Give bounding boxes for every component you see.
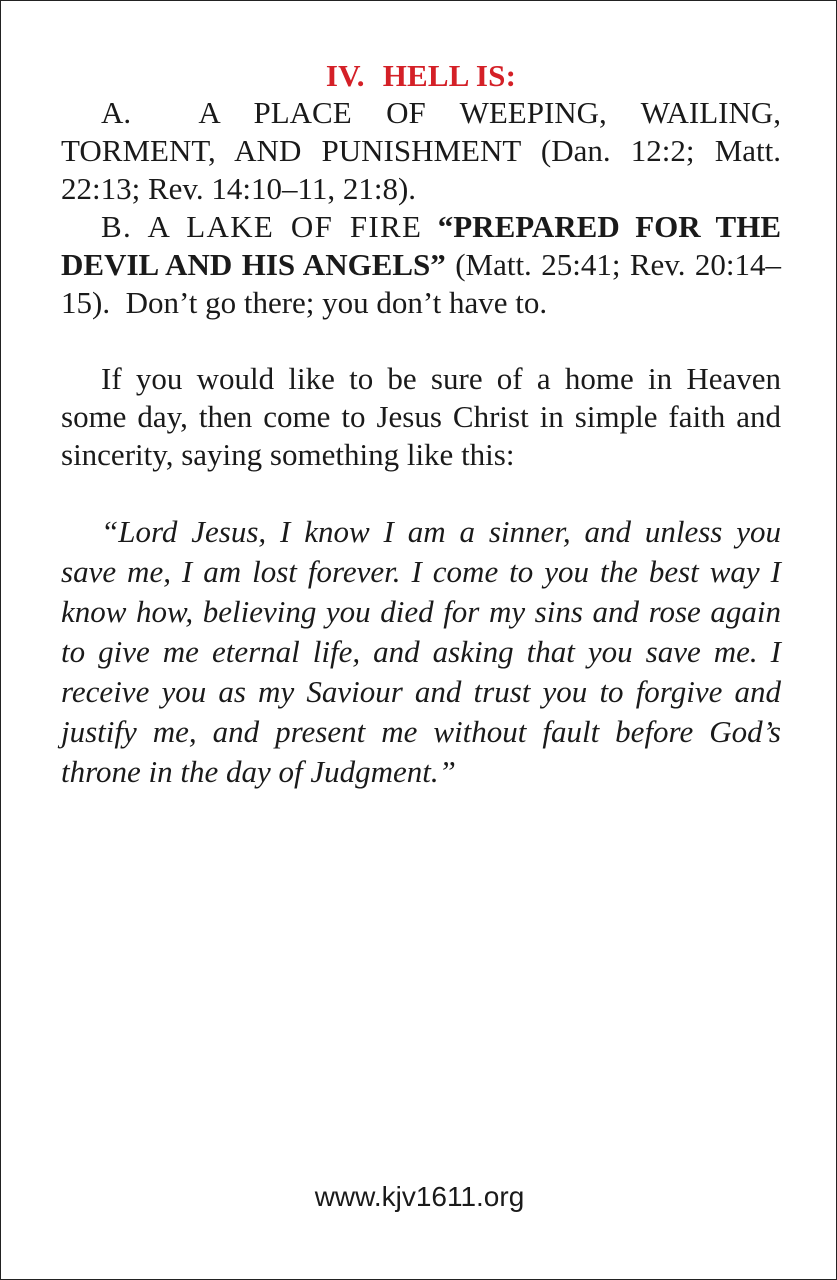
- item-a-refs: (Dan. 12:2; Matt. 22:13; Rev. 14:10–11, 21:8).: [61, 133, 781, 206]
- section-heading: [61, 59, 781, 93]
- item-b-refs: (Matt. 25:41; Rev. 20:14–15).: [61, 247, 781, 320]
- item-a-lead: A.: [101, 95, 132, 130]
- prayer-paragraph: “Lord Jesus, I know I am a sinner, and unless you save me, I am lost forever. I come to you the best way I know how, believing you died for my sins and rose again to give me eternal life, and asking that you save me. I receive you as my Saviour and trust you to forgive and justify me, and present me without fault before God’s throne in the day of Judgment.”: [61, 514, 781, 789]
- item-b-text: A LAKE OF FIRE: [147, 209, 423, 244]
- section-title: HELL IS:: [382, 58, 517, 93]
- item-b: [61, 208, 781, 322]
- footer-url: www.kjv1611.org: [314, 1181, 525, 1212]
- item-b-lead: B.: [101, 209, 133, 244]
- page-content: [61, 59, 781, 792]
- item-a: [61, 94, 781, 208]
- item-b-note: Don’t go there; you don’t have to.: [125, 285, 548, 320]
- invitation-paragraph: If you would like to be sure of a home in Heaven some day, then come to Jesus Christ in simple faith and sincerity, saying something like this:: [61, 361, 781, 472]
- item-a-text: A PLACE OF WEEPING, WAILING, TORMENT, AND PUNISHMENT: [61, 95, 781, 168]
- section-numeral: IV.: [325, 58, 365, 93]
- item-b-quote: “PREPARED FOR THE DEVIL AND HIS ANGELS”: [61, 209, 782, 282]
